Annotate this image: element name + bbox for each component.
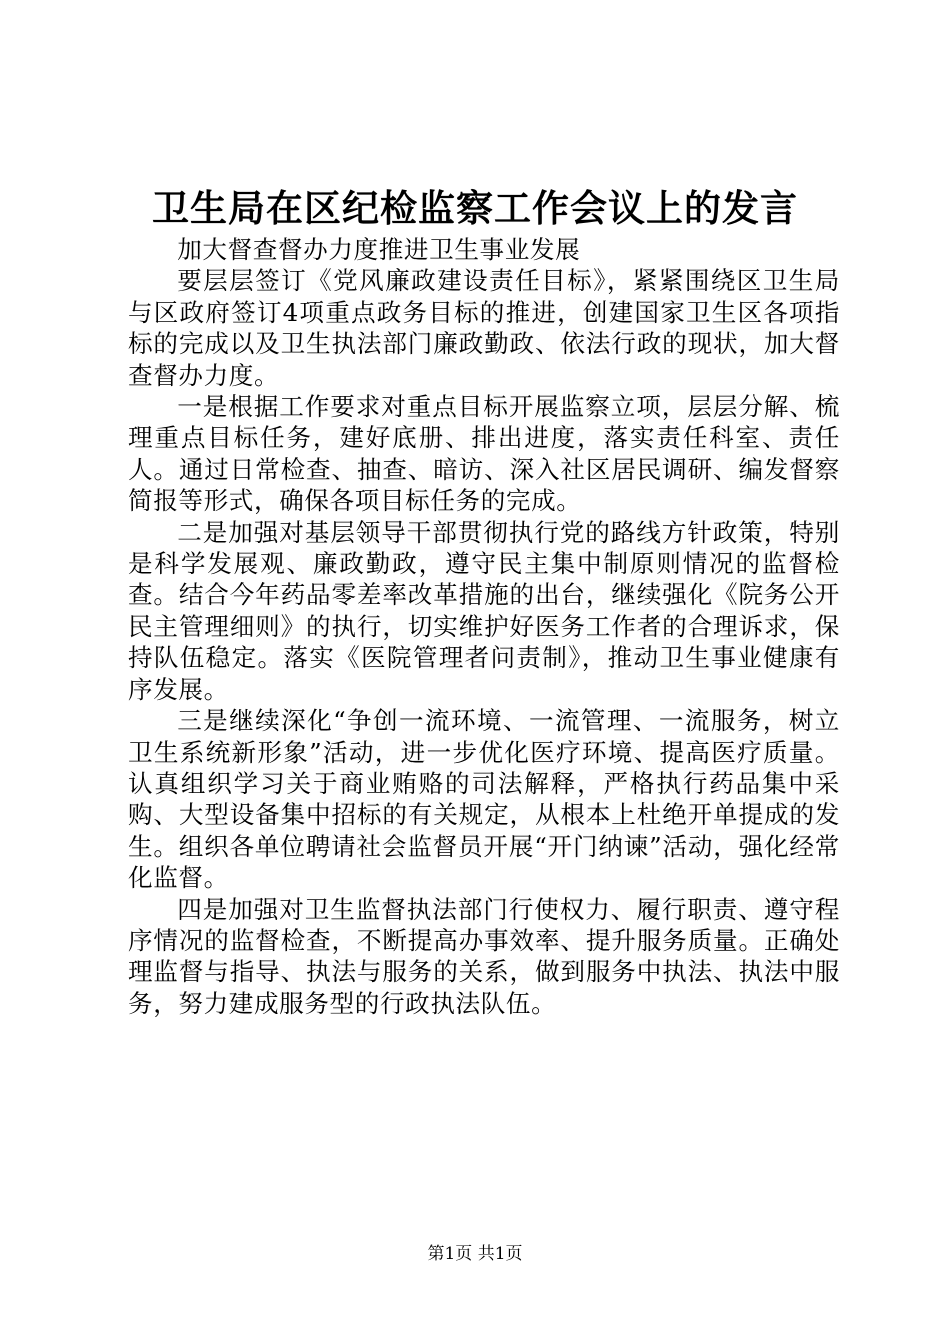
document-title: 卫生局在区纪检监察工作会议上的发言 [152,186,798,230]
paragraph-point-two: 二是加强对基层领导干部贯彻执行党的路线方针政策，特别是科学发展观、廉政勤政，遵守民主集中制原则情况的监督检查。结合今年药品零差率改革措施的出台，继续强化《院务公开民主管理细则》的执行，切实维护好医务工作者的合理诉求，保持队伍稳定。落实《医院管理者问责制》，推动卫生事业健康有序发展。 [128,517,840,704]
paragraph-point-four: 四是加强对卫生监督执法部门行使权力、履行职责、遵守程序情况的监督检查，不断提高办事效率、提升服务质量。正确处理监督与指导、执法与服务的关系，做到服务中执法、执法中服务，努力建成服务型的行政执法队伍。 [128,894,840,1018]
section-heading: 加大督查督办力度推进卫生事业发展 [177,235,581,264]
page-number-footer: 第1页 共1页 [427,1244,523,1264]
paragraph-point-one: 一是根据工作要求对重点目标开展监察立项，层层分解、梳理重点目标任务，建好底册、排出进度，落实责任科室、责任人。通过日常检查、抽查、暗访、深入社区居民调研、编发督察简报等形式，确保各项目标任务的完成。 [128,392,840,516]
paragraph-point-three: 三是继续深化“争创一流环境、一流管理、一流服务，树立卫生系统新形象”活动，进一步优化医疗环境、提高医疗质量。认真组织学习关于商业贿赂的司法解释，严格执行药品集中采购、大型设备集中招标的有关规定，从根本上杜绝开单提成的发生。组织各单位聘请社会监督员开展“开门纳谏”活动，强化经常化监督。 [128,706,840,893]
paragraph-intro: 要层层签订《党风廉政建设责任目标》，紧紧围绕区卫生局与区政府签订4项重点政务目标的推进，创建国家卫生区各项指标的完成以及卫生执法部门廉政勤政、依法行政的现状，加大督查督办力度。 [128,266,840,390]
document-body [128,234,840,1019]
